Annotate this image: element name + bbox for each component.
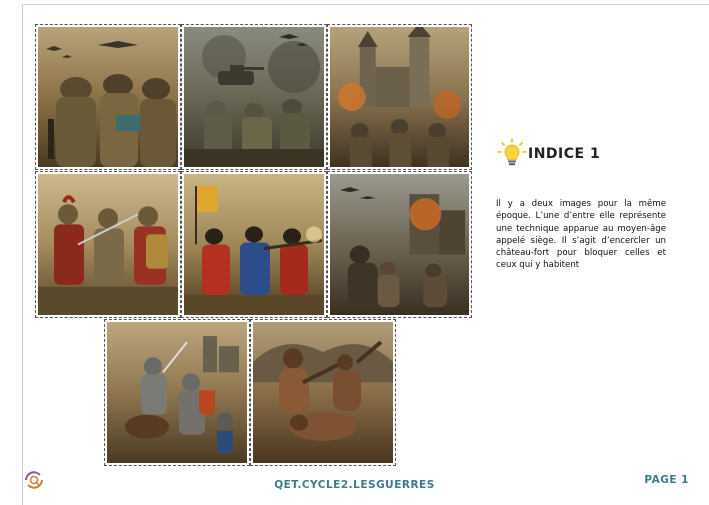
page-number: PAGE 1 (644, 474, 689, 486)
modern-soldiers-drones-image (35, 24, 181, 170)
lightbulb-icon (497, 138, 527, 168)
castle-siege-image (327, 24, 472, 170)
page-border-left (22, 4, 23, 505)
roman-legion-battle-image (35, 171, 181, 318)
page-border-top (22, 4, 709, 5)
hint-text: Il y a deux images pour la même époque. L’une d’entre elle représente une technique apparue au moyen-âge appelé siège. Il s’agit d’encercler un château-fort pour bloquer celles et ceux qui y habitent (496, 199, 666, 271)
hint-title: INDICE 1 (528, 146, 601, 162)
ww2-bombing-civilians-image (327, 171, 472, 318)
medieval-knights-battle-image (104, 319, 250, 466)
18th-century-musket-battle-image (181, 171, 327, 318)
footer-reference: QET.CYCLE2.LESGUERRES (274, 479, 435, 491)
ww1-trench-tank-image (181, 24, 327, 170)
prehistoric-fight-image (250, 319, 396, 466)
